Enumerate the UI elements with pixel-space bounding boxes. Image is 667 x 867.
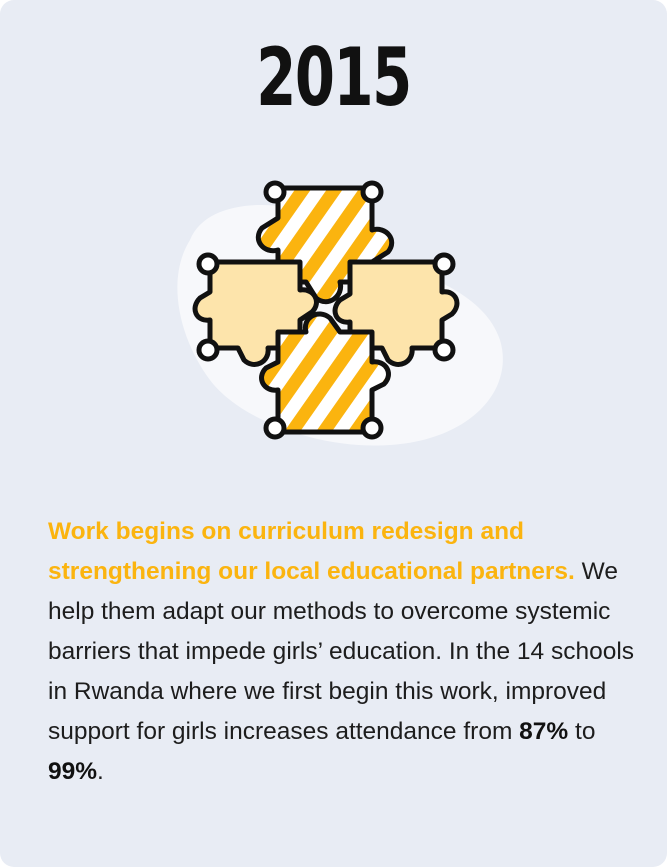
puzzle-pieces-icon (150, 170, 520, 460)
body-text-b: to (568, 718, 596, 745)
attendance-to-value: 99% (48, 758, 98, 785)
milestone-description (48, 512, 638, 792)
body-text-a: We help them adapt our methods to overcome systemic barriers that impede girls’ education. In the 14 schools in Rwanda where we first begin this work, improved support for girls increases attendance from (48, 558, 635, 745)
highlight-text: Work begins on curriculum redesign and strengthening our local educational partners. (48, 518, 575, 585)
attendance-from-value: 87% (519, 718, 569, 745)
body-text-c: . (97, 758, 104, 785)
year-heading: 2015 (256, 31, 411, 124)
puzzle-piece-bottom (262, 314, 389, 437)
